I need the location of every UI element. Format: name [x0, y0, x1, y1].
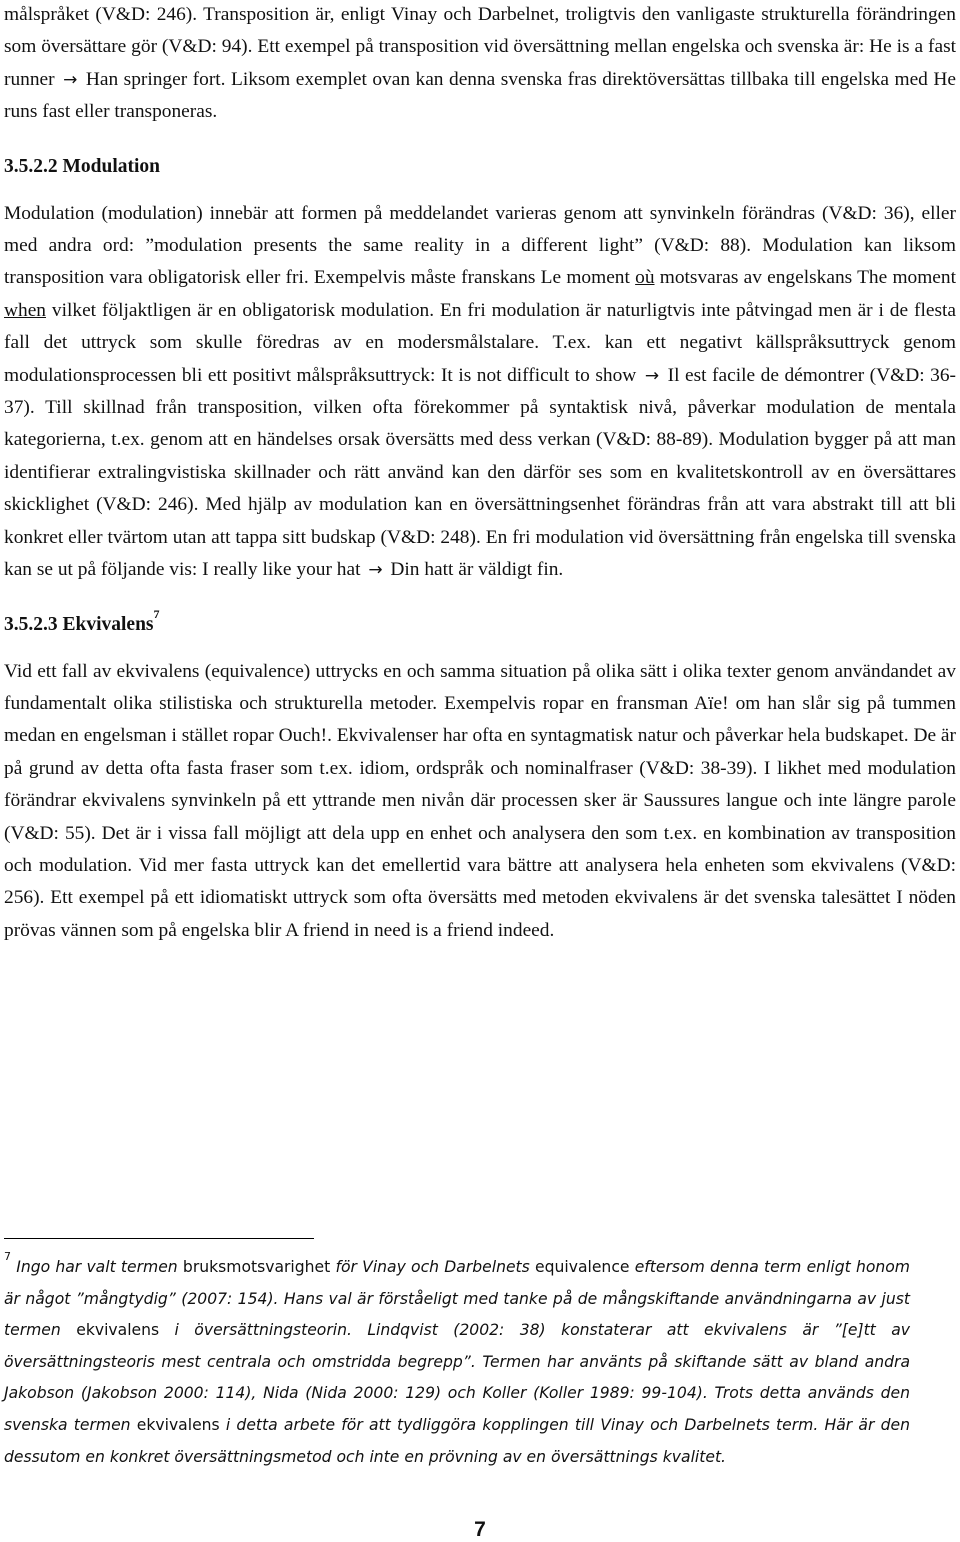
paragraph-text: Han springer fort. Liksom exemplet ovan kan denna svenska fras direktöversättas tillbaka till engelska med He runs fast eller transponeras.	[4, 68, 956, 123]
paragraph-text: målspråket (V&D: 246). Transposition är, enligt Vinay och Darbelnet, troligtvis den vanligaste strukturella förändringen som översättare gör (V&D: 94). Ett exempel på transposition vid översättning mellan engelska och svenska är: He is a fast runner	[4, 4, 956, 90]
footnote-text: eftersom denna term enligt honom är något ”mångtydig” (2007: 154). Hans val är förståeligt med tanke på de mångskiftande användningarna av just termen	[4, 1258, 910, 1340]
footnote-separator	[4, 1238, 314, 1239]
footnote-text: för Vinay och Darbelnets	[330, 1258, 536, 1276]
section-heading-modulation: 3.5.2.2 Modulation	[4, 155, 161, 177]
footnote-term: ekvivalens	[76, 1321, 160, 1340]
section-heading-ekvivalens	[4, 609, 956, 641]
footnote	[4, 1249, 911, 1473]
paragraph-transposition	[4, 0, 956, 129]
footnote-term: bruksmotsvarighet	[182, 1258, 331, 1276]
paragraph-modulation	[4, 198, 956, 587]
document-page	[4, 0, 956, 947]
footnote-text: Ingo har valt termen	[11, 1258, 183, 1276]
paragraph-ekvivalens: Vid ett fall av ekvivalens (equivalence) uttrycks en och samma situation på olika sätt i olika texter genom användandet av fundamentalt olika stilistiska och strukturella metoder. Exempelvis ropar en fransman Aïe! om han slår sig på tummen medan en engelsman i stället ropar Ouch!. Ekvivalenser har ofta en syntagmatisk natur och påverkar hela budskapet. De är på grund av detta ofta fasta fraser som t.ex. idiom, ordspråk och nominalfraser (V&D: 38-39). I likhet med modulation förändrar ekvivalens synvinkeln på ett yttrande men nivån där processen sker är Saussures langue och inte längre parole (V&D: 55). Det är i vissa fall möjligt att dela upp en enhet och analysera den som t.ex. en kombination av transposition och modulation. Vid mer fasta uttryck kan det emellertid vara bättre att analysera hela enheten som ekvivalens (V&D: 256). Ett exempel på ett idiomatiskt uttryck som ofta översätts med metoden ekvivalens är det svenska talesättet I nöden prövas vännen som på engelska blir A friend in need is a friend indeed.	[4, 660, 956, 941]
underlined-word: où	[635, 267, 655, 289]
footnote-text: i detta arbete för att tydliggöra kopplingen till Vinay och Darbelnets term. Här är den dessutom en konkret översättningsmetod och inte en prövning av en översättnings kvalitet.	[4, 1415, 910, 1466]
footnote-number: 7	[4, 1249, 11, 1263]
paragraph-text: Modulation (modulation) innebär att formen på meddelandet varieras genom att synvinkeln förändras (V&D: 36), eller med andra ord: ”modulation presents the same reality in a different light” (V&D: 88). Modulation kan liksom transposition vara obligatorisk eller fri. Exempelvis måste franskans Le moment	[4, 202, 956, 289]
paragraph-text: Il est facile de démontrer (V&D: 36-37). Till skillnad från transposition, vilken ofta förekommer på syntaktisk nivå, påverkar modulation de mentala kategorierna, t.ex. genom att en händelses orsak översätts med dess verkan (V&D: 88-89). Modulation bygger på att man identifierar extralingvistiska skillnader och rätt använd kan den därför ses som en kvalitetskontroll av en översättares skicklighet (V&D: 246). Med hjälp av modulation kan en översättningsenhet förändras från att vara abstrakt till att bli konkret eller tvärtom utan att tappa sitt budskap (V&D: 248). En fri modulation vid översättning från engelska till svenska kan se ut på följande vis: I really like your hat	[4, 364, 956, 581]
footnote-term: equivalence	[535, 1258, 630, 1276]
underlined-word: when	[4, 299, 47, 321]
footnote-text: i översättningsteorin. Lindqvist (2002: 38) konstaterar att ekvivalens är ”[e]tt av översättningsteoris mest centrala och omstridda begrepp”. Termen har använts på skiftande sätt av bland andra Jakobson (Jakobson 2000: 114), Nida (Nida 2000: 129) och Koller (Koller 1989: 99-104). Trots detta används den svenska termen	[4, 1321, 911, 1434]
page-number: 7	[474, 1518, 486, 1541]
paragraph-text: motsvaras av engelskans The moment	[654, 267, 956, 289]
arrow-right-icon: →	[368, 560, 383, 581]
paragraph-text: Din hatt är väldigt fin.	[385, 559, 564, 581]
arrow-right-icon: →	[644, 365, 660, 386]
paragraph-text: vilket följaktligen är en obligatorisk modulation. En fri modulation är naturligtvis inte påtvingad men är i de flesta fall det uttryck som skulle föredras av en modersmålstalare. T.ex. kan ett negativt källspråksuttryck genom modulationsprocessen bli ett positivt målspråksuttryck: It is not difficult to show	[4, 299, 956, 386]
footnote-reference: 7	[153, 607, 160, 621]
section-heading-text: 3.5.2.3 Ekvivalens	[4, 613, 154, 635]
arrow-right-icon: →	[63, 69, 78, 90]
footnote-term: ekvivalens	[136, 1415, 220, 1434]
